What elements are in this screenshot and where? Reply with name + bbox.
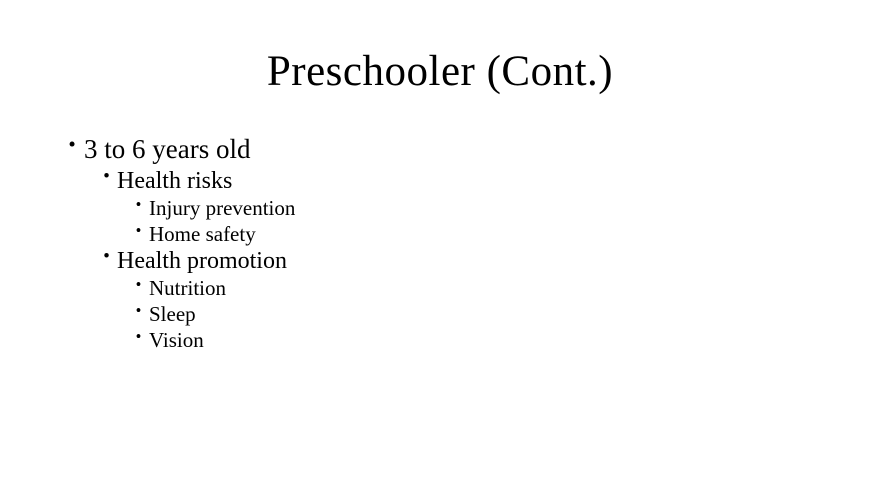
bullet-list	[60, 133, 840, 354]
bullet-icon: •	[135, 220, 142, 240]
slide-title: Preschooler (Cont.)	[266, 48, 614, 95]
bullet-icon: •	[68, 132, 76, 157]
list-item-text: Health promotion	[117, 248, 287, 274]
list-item-text: Home safety	[149, 222, 256, 246]
bullet-icon: •	[135, 274, 142, 294]
list-item	[60, 302, 840, 328]
list-item	[60, 328, 840, 354]
list-item	[60, 276, 840, 302]
list-item	[60, 222, 840, 248]
list-item-text: Sleep	[149, 302, 196, 326]
list-item-text: Nutrition	[149, 276, 226, 300]
list-item-text: 3 to 6 years old	[84, 134, 251, 164]
list-item	[60, 133, 840, 168]
list-item	[60, 165, 840, 196]
list-item	[60, 196, 840, 222]
list-item-text: Health risks	[117, 168, 233, 194]
list-item-text: Vision	[149, 328, 204, 352]
list-item-text: Injury prevention	[149, 196, 296, 220]
bullet-icon: •	[103, 245, 110, 267]
bullet-icon: •	[135, 194, 142, 214]
bullet-icon: •	[103, 165, 110, 187]
bullet-icon: •	[135, 326, 142, 346]
bullet-icon: •	[135, 300, 142, 320]
list-item	[60, 245, 840, 276]
